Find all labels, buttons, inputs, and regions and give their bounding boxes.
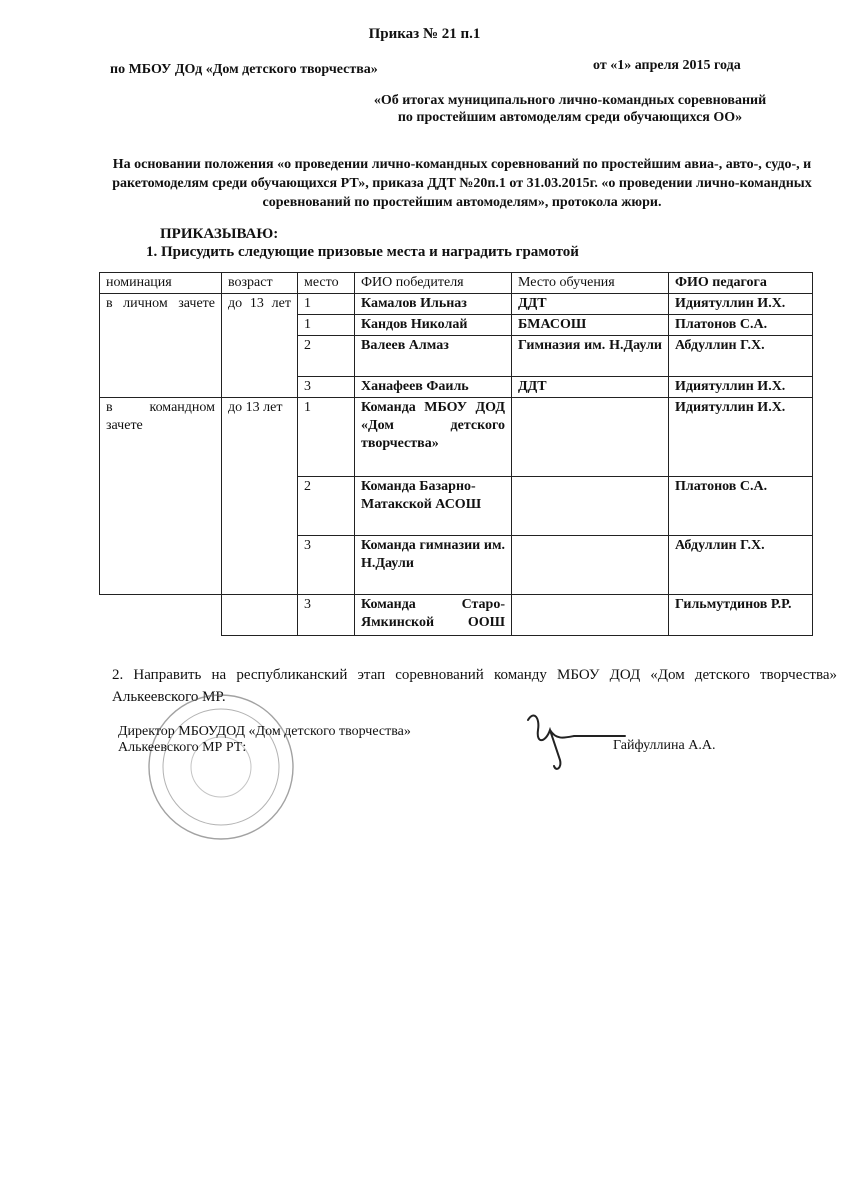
winner-cell: Валеев Алмаз xyxy=(355,336,512,377)
signature xyxy=(520,690,630,780)
place-cell: 3 xyxy=(298,595,355,636)
teacher-cell: Платонов С.А. xyxy=(669,477,813,536)
school-cell: БМАСОШ xyxy=(512,315,669,336)
order-subject xyxy=(330,92,810,126)
teacher-cell: Платонов С.А. xyxy=(669,315,813,336)
col-place: место xyxy=(298,273,355,294)
table-header-row xyxy=(100,273,813,294)
winner-cell: Команда МБОУ ДОД «Дом детского творчества» xyxy=(355,398,512,477)
teacher-cell: Абдуллин Г.Х. xyxy=(669,336,813,377)
winner-cell: Команда гимназии им. Н.Даули xyxy=(355,536,512,595)
nomination-team: в командном зачете xyxy=(100,398,222,595)
nomination-personal: в личном зачете xyxy=(100,294,222,398)
col-nomination: номинация xyxy=(100,273,222,294)
subject-line-2: по простейшим автомоделям среди обучающихся ОО» xyxy=(397,110,743,125)
empty-cell xyxy=(100,595,222,636)
table-row xyxy=(100,294,813,315)
place-cell: 3 xyxy=(298,377,355,398)
school-cell: ДДТ xyxy=(512,377,669,398)
director-line-1: Директор МБОУДОД «Дом детского творчества» xyxy=(118,724,411,739)
table-row xyxy=(100,398,813,477)
col-teacher: ФИО педагога xyxy=(669,273,813,294)
place-cell: 2 xyxy=(298,336,355,377)
place-cell: 1 xyxy=(298,398,355,477)
signer-name: Гайфуллина А.А. xyxy=(613,738,716,753)
school-cell xyxy=(512,477,669,536)
place-cell: 1 xyxy=(298,315,355,336)
winner-cell: Кандов Николай xyxy=(355,315,512,336)
awards-table xyxy=(99,272,813,636)
empty-cell xyxy=(222,595,298,636)
item-2: 2. Направить на республиканский этап соревнований команду МБОУ ДОД «Дом детского творчества» Алькеевского МР. xyxy=(112,667,837,705)
school-cell xyxy=(512,536,669,595)
teacher-cell: Гильмутдинов Р.Р. xyxy=(669,595,813,636)
teacher-cell: Абдуллин Г.Х. xyxy=(669,536,813,595)
col-age: возраст xyxy=(222,273,298,294)
winner-cell: Команда Базарно-Матакской АСОШ xyxy=(355,477,512,536)
round-stamp xyxy=(146,692,296,842)
place-cell: 1 xyxy=(298,294,355,315)
school-cell xyxy=(512,595,669,636)
age-team: до 13 лет xyxy=(222,398,298,595)
director-line-2: Алькеевского МР РТ: xyxy=(118,740,247,755)
winner-cell: Команда Старо-Ямкинской ООШ xyxy=(355,595,512,636)
place-cell: 2 xyxy=(298,477,355,536)
order-word: ПРИКАЗЫВАЮ: xyxy=(160,226,279,242)
subject-line-1: «Об итогах муниципального лично-командных соревнований xyxy=(373,93,767,108)
age-personal: до 13 лет xyxy=(222,294,298,398)
organization: по МБОУ ДОд «Дом детского творчества» xyxy=(110,62,378,77)
teacher-cell: Идиятуллин И.Х. xyxy=(669,294,813,315)
table-row xyxy=(100,595,813,636)
teacher-cell: Идиятуллин И.Х. xyxy=(669,398,813,477)
school-cell: ДДТ xyxy=(512,294,669,315)
basis-paragraph: На основании положения «о проведении лично-командных соревнований по простейшим авиа-, авто-, судо-, и ракетомоделям среди обучающихся РТ», приказа ДДТ №20п.1 от 31.03.2015г. «о проведении лично-командных соревнований по простейшим автомоделям», протокола жюри. xyxy=(112,157,812,210)
col-winner: ФИО победителя xyxy=(355,273,512,294)
col-school: Место обучения xyxy=(512,273,669,294)
teacher-cell: Идиятуллин И.Х. xyxy=(669,377,813,398)
item-1: 1. Присудить следующие призовые места и наградить грамотой xyxy=(146,244,579,260)
place-cell: 3 xyxy=(298,536,355,595)
winner-cell: Ханафеев Фаиль xyxy=(355,377,512,398)
school-cell: Гимназия им. Н.Даули xyxy=(512,336,669,377)
school-cell xyxy=(512,398,669,477)
winner-cell: Камалов Ильназ xyxy=(355,294,512,315)
order-date: от «1» апреля 2015 года xyxy=(593,58,741,73)
order-title: Приказ № 21 п.1 xyxy=(368,26,481,42)
